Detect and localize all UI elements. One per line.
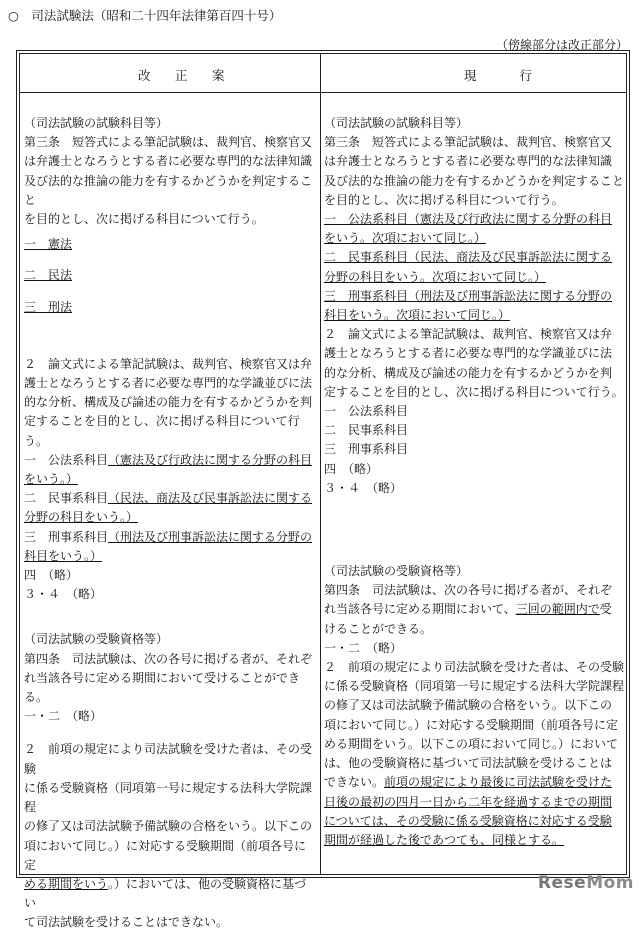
text-line: 二 民事系科目（民法、商法及び民事訴訟法に関する [324,250,613,265]
item-omitted: 四 （略） [24,568,79,583]
resemom-logo: ReseMom [537,873,634,893]
text-line: 第三条 短答式による筆記試験は、裁判官、検察官又 [324,135,613,150]
header-current: 現 行 [464,68,539,83]
text-line: ２ 前項の規定により司法試験を受けた者は、その受験 [24,742,313,776]
text-line: 護士となろうとする者に必要な専門的な学識並びに法 [324,346,613,361]
text-line: ２ 論文式による筆記試験は、裁判官、検察官又は弁 [24,356,313,371]
text-line: 及び法的な推論の能力を有するかどうかを判定すること [24,173,313,207]
text-line: 一 公法系科目（憲法及び行政法に関する分野の科目 [324,212,613,227]
text-line: 科目をいう。次項において同じ。） [324,308,511,323]
text-line: 三 刑事系科目（刑法及び刑事訴訟法に関する分野の [324,288,613,303]
text-line: 定することを目的とし、次に掲げる科目について行う。 [324,384,624,399]
item-civil-system: 二 民事系科目（民法、商法及び民事訴訟法に関する [24,491,313,506]
text-line: 定することを目的とし、次に掲げる科目について行う。 [24,414,300,448]
text-line: 第四条 司法試験は、次の各号に掲げる者が、それぞ [24,651,313,666]
text-line: 項において同じ。）に対応する受験期間（前項各号に定 [324,717,619,732]
text-line: 分野の科目をいう。） [24,510,139,525]
text-line: 期間が経過した後であつても、同様とする。 [324,832,565,847]
text-line: て司法試験を受けることはできない。 [24,915,229,930]
text-line: 日後の最初の四月一日から二年を経過するまでの期間 [324,794,613,809]
text-line: は、他の受験資格に基づいて司法試験を受けることは [324,756,613,771]
header-revised: 改 正 案 [138,68,231,83]
revised-column [24,114,316,933]
header-divider [20,92,626,93]
item-public-law: 一 公法系科目 [324,404,409,419]
text-line: を目的とし、次に掲げる科目について行う。 [24,212,264,227]
text-line: を目的とし、次に掲げる科目について行う。 [324,192,564,207]
text-line: 第三条 短答式による筆記試験は、裁判官、検察官又 [24,135,313,150]
text-line: 項において同じ。）に対応する受験期間（前項各号に定 [24,838,307,872]
text-line: けることができる。 [324,621,433,636]
text-line: める期間をいう。以下この項において同じ。）において [324,736,619,751]
text-line: をいう。） [24,472,79,487]
text-line: をいう。次項において同じ。） [324,231,487,246]
text-line: れ当該各号に定める期間において、三回の範囲内で受 [324,602,612,617]
text-line: ２ 前項の規定により司法試験を受けた者は、その受験 [324,660,625,675]
heading-subjects: （司法試験の試験科目等） [324,116,469,130]
text-line: ２ 論文式による筆記試験は、裁判官、検察官又は弁 [324,327,613,342]
document-title: ○ 司法試験法（昭和二十四年法律第百四十号） [8,8,282,23]
text-line: 及び法的な推論の能力を有するかどうかを判定すること [324,173,625,188]
text-line: の修了又は司法試験予備試験の合格をいう。以下この [24,819,313,834]
current-column [324,114,624,850]
item-omitted: ３・４ （略） [24,587,103,602]
text-line: については、その受験に係る受験資格に対応する受験 [324,813,612,828]
heading-subjects: （司法試験の試験科目等） [24,116,169,130]
text-line: 的な分析、構成及び論述の能力を有するかどうかを判 [24,395,313,410]
text-line: 分野の科目をいう。次項において同じ。） [324,269,547,284]
text-line: 的な分析、構成及び論述の能力を有するかどうかを判 [324,365,613,380]
underline-note: （傍線部分は改正部分） [495,38,628,52]
text-line: める期間をいう。）においては、他の受験資格に基づい [24,876,307,911]
text-line: 科目をいう。） [24,548,103,563]
item-civil-system: 二 民事系科目 [324,423,409,438]
column-divider [320,54,321,874]
item-criminal-system: 三 刑事系科目（刑法及び刑事訴訟法に関する分野の [24,529,313,544]
item-public-law: 一 公法系科目（憲法及び行政法に関する分野の科目 [24,452,313,467]
item-criminal-law: 三 刑法 [24,299,73,314]
text-line: に係る受験資格（同項第一号に規定する法科大学院課程 [24,780,313,815]
heading-eligibility: （司法試験の受験資格等） [324,564,469,579]
text-line: できない。前項の規定により最後に司法試験を受けた [324,775,613,790]
item-omitted: 四 （略） [324,461,379,476]
heading-eligibility: （司法試験の受験資格等） [24,632,169,647]
item-criminal-system: 三 刑事系科目 [324,442,409,457]
item-civil-law: 二 民法 [24,268,73,283]
text-line: は弁護士となろうとする者に必要な専門的な法律知識 [324,154,613,169]
item-omitted: 一・二 （略） [24,709,103,724]
text-line: れ当該各号に定める期間において受けることができる。 [24,670,301,705]
item-omitted: ３・４ （略） [324,480,403,495]
text-line: 護士となろうとする者に必要な専門的な学識並びに法 [24,376,313,391]
text-line: は弁護士となろうとする者に必要な専門的な法律知識 [24,154,313,169]
text-line: の修了又は司法試験予備試験の合格をいう。以下この [324,698,613,713]
item-omitted: 一・二 （略） [324,640,403,655]
item-constitution: 一 憲法 [24,237,73,252]
text-line: に係る受験資格（同項第一号に規定する法科大学院課程 [324,679,625,694]
text-line: 第四条 司法試験は、次の各号に掲げる者が、それぞ [324,583,613,598]
